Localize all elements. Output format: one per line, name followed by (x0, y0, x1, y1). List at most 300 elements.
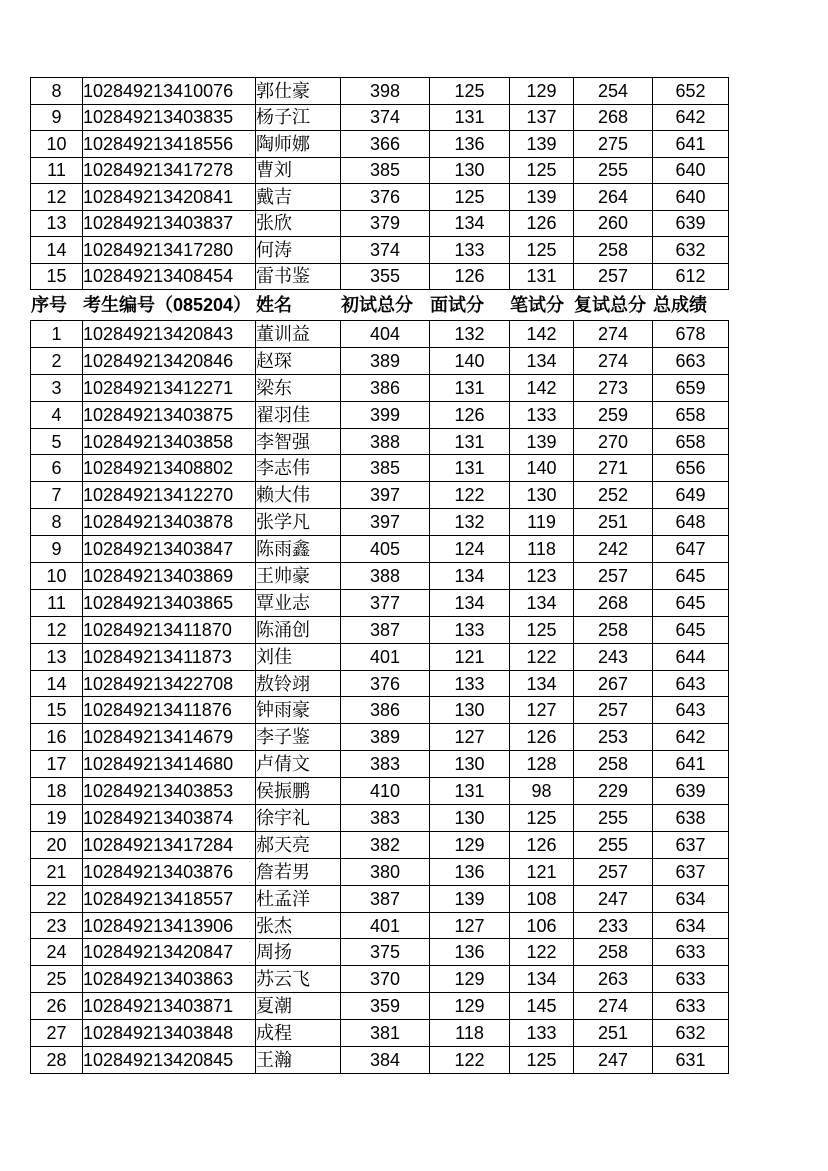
cell-total-score: 641 (653, 751, 729, 778)
cell-initial-score: 387 (341, 885, 430, 912)
table-row (31, 509, 729, 536)
cell-written-score: 133 (510, 1020, 574, 1047)
cell-no: 20 (31, 831, 83, 858)
cell-initial-score: 389 (341, 724, 430, 751)
cell-interview-score: 127 (430, 724, 510, 751)
table-row (31, 778, 729, 805)
cell-initial-score: 385 (341, 455, 430, 482)
column-header-name: 姓名 (256, 295, 292, 315)
cell-initial-score: 397 (341, 482, 430, 509)
cell-written-score: 121 (510, 858, 574, 885)
cell-name: 李志伟 (256, 455, 341, 482)
cell-written-score: 129 (510, 78, 574, 105)
cell-retest-score: 260 (574, 210, 653, 237)
cell-total-score: 643 (653, 670, 729, 697)
cell-written-score: 134 (510, 347, 574, 374)
cell-total-score: 633 (653, 939, 729, 966)
cell-retest-score: 251 (574, 1020, 653, 1047)
cell-candidate-id: 102849213420843 (83, 321, 256, 348)
cell-written-score: 134 (510, 966, 574, 993)
cell-interview-score: 134 (430, 210, 510, 237)
cell-initial-score: 387 (341, 616, 430, 643)
cell-initial-score: 383 (341, 751, 430, 778)
cell-no: 28 (31, 1047, 83, 1074)
cell-interview-score: 136 (430, 939, 510, 966)
cell-written-score: 145 (510, 993, 574, 1020)
cell-initial-score: 376 (341, 184, 430, 211)
table-row (31, 1020, 729, 1047)
cell-written-score: 134 (510, 670, 574, 697)
table-row (31, 157, 729, 184)
cell-name: 敖铃翊 (256, 670, 341, 697)
cell-name: 侯振鹏 (256, 778, 341, 805)
cell-no: 2 (31, 347, 83, 374)
cell-no: 26 (31, 993, 83, 1020)
cell-name: 曹刘 (256, 157, 341, 184)
table-row (31, 210, 729, 237)
cell-retest-score: 247 (574, 885, 653, 912)
cell-written-score: 137 (510, 104, 574, 131)
cell-total-score: 648 (653, 509, 729, 536)
cell-no: 8 (31, 509, 83, 536)
cell-initial-score: 399 (341, 401, 430, 428)
cell-no: 25 (31, 966, 83, 993)
cell-name: 成程 (256, 1020, 341, 1047)
cell-candidate-id: 102849213403869 (83, 563, 256, 590)
cell-initial-score: 370 (341, 966, 430, 993)
cell-interview-score: 131 (430, 104, 510, 131)
cell-no: 6 (31, 455, 83, 482)
cell-written-score: 142 (510, 321, 574, 348)
cell-written-score: 119 (510, 509, 574, 536)
cell-retest-score: 274 (574, 321, 653, 348)
cell-interview-score: 139 (430, 885, 510, 912)
cell-total-score: 632 (653, 237, 729, 264)
cell-retest-score: 274 (574, 347, 653, 374)
column-header-total-score: 总成绩 (653, 295, 707, 315)
cell-initial-score: 388 (341, 428, 430, 455)
cell-initial-score: 366 (341, 131, 430, 158)
cell-initial-score: 355 (341, 263, 430, 290)
table-row (31, 237, 729, 264)
cell-candidate-id: 102849213412270 (83, 482, 256, 509)
cell-interview-score: 130 (430, 751, 510, 778)
cell-interview-score: 122 (430, 1047, 510, 1074)
cell-written-score: 134 (510, 589, 574, 616)
cell-total-score: 639 (653, 210, 729, 237)
cell-retest-score: 275 (574, 131, 653, 158)
cell-written-score: 125 (510, 237, 574, 264)
table-row (31, 993, 729, 1020)
table-row (31, 912, 729, 939)
cell-total-score: 663 (653, 347, 729, 374)
table-row (31, 401, 729, 428)
cell-candidate-id: 102849213420846 (83, 347, 256, 374)
cell-retest-score: 264 (574, 184, 653, 211)
cell-candidate-id: 102849213418556 (83, 131, 256, 158)
cell-written-score: 125 (510, 805, 574, 832)
cell-candidate-id: 102849213403858 (83, 428, 256, 455)
cell-no: 12 (31, 184, 83, 211)
cell-total-score: 678 (653, 321, 729, 348)
cell-written-score: 98 (510, 778, 574, 805)
cell-initial-score: 375 (341, 939, 430, 966)
cell-interview-score: 132 (430, 509, 510, 536)
cell-written-score: 123 (510, 563, 574, 590)
cell-written-score: 126 (510, 831, 574, 858)
cell-candidate-id: 102849213420847 (83, 939, 256, 966)
table-row (31, 724, 729, 751)
column-header-interview-score: 面试分 (430, 295, 484, 315)
cell-retest-score: 263 (574, 966, 653, 993)
cell-initial-score: 377 (341, 589, 430, 616)
cell-name: 王帅豪 (256, 563, 341, 590)
cell-initial-score: 389 (341, 347, 430, 374)
cell-retest-score: 252 (574, 482, 653, 509)
cell-written-score: 125 (510, 1047, 574, 1074)
cell-candidate-id: 102849213403878 (83, 509, 256, 536)
table-row (31, 563, 729, 590)
cell-name: 陈涌创 (256, 616, 341, 643)
cell-initial-score: 386 (341, 374, 430, 401)
table-row (31, 885, 729, 912)
cell-no: 24 (31, 939, 83, 966)
cell-total-score: 632 (653, 1020, 729, 1047)
cell-written-score: 130 (510, 482, 574, 509)
cell-written-score: 139 (510, 184, 574, 211)
cell-initial-score: 374 (341, 237, 430, 264)
cell-initial-score: 385 (341, 157, 430, 184)
cell-candidate-id: 102849213414680 (83, 751, 256, 778)
cell-written-score: 125 (510, 616, 574, 643)
cell-name: 杜孟洋 (256, 885, 341, 912)
table-row (31, 1047, 729, 1074)
cell-interview-score: 129 (430, 966, 510, 993)
cell-interview-score: 127 (430, 912, 510, 939)
table-row (31, 697, 729, 724)
cell-initial-score: 381 (341, 1020, 430, 1047)
cell-total-score: 652 (653, 78, 729, 105)
cell-total-score: 634 (653, 885, 729, 912)
cell-interview-score: 121 (430, 643, 510, 670)
score-table-main-section (30, 320, 729, 1074)
table-row (31, 428, 729, 455)
cell-written-score: 142 (510, 374, 574, 401)
cell-candidate-id: 102849213403847 (83, 536, 256, 563)
table-row (31, 536, 729, 563)
cell-written-score: 139 (510, 428, 574, 455)
cell-no: 11 (31, 589, 83, 616)
cell-no: 23 (31, 912, 83, 939)
table-row (31, 455, 729, 482)
cell-retest-score: 254 (574, 78, 653, 105)
cell-no: 10 (31, 131, 83, 158)
cell-total-score: 643 (653, 697, 729, 724)
cell-candidate-id: 102849213417280 (83, 237, 256, 264)
cell-no: 16 (31, 724, 83, 751)
cell-name: 赖大伟 (256, 482, 341, 509)
cell-candidate-id: 102849213403848 (83, 1020, 256, 1047)
cell-total-score: 659 (653, 374, 729, 401)
table-row (31, 184, 729, 211)
cell-interview-score: 134 (430, 563, 510, 590)
column-header-candidate-id: 考生编号（085204） (83, 295, 252, 315)
column-header-no: 序号 (31, 295, 67, 315)
cell-interview-score: 131 (430, 374, 510, 401)
cell-retest-score: 257 (574, 858, 653, 885)
table-row (31, 805, 729, 832)
cell-no: 22 (31, 885, 83, 912)
cell-candidate-id: 102849213403853 (83, 778, 256, 805)
cell-candidate-id: 102849213420841 (83, 184, 256, 211)
column-header-initial-score: 初试总分 (341, 295, 413, 315)
cell-retest-score: 255 (574, 157, 653, 184)
cell-initial-score: 374 (341, 104, 430, 131)
cell-retest-score: 258 (574, 751, 653, 778)
cell-total-score: 658 (653, 401, 729, 428)
cell-candidate-id: 102849213408454 (83, 263, 256, 290)
cell-no: 10 (31, 563, 83, 590)
cell-no: 9 (31, 104, 83, 131)
cell-retest-score: 268 (574, 589, 653, 616)
cell-written-score: 133 (510, 401, 574, 428)
cell-name: 郭仕豪 (256, 78, 341, 105)
cell-total-score: 633 (653, 966, 729, 993)
cell-candidate-id: 102849213413906 (83, 912, 256, 939)
table-row (31, 939, 729, 966)
table-header-row (30, 290, 728, 320)
cell-name: 杨子江 (256, 104, 341, 131)
cell-no: 3 (31, 374, 83, 401)
cell-initial-score: 376 (341, 670, 430, 697)
table-row (31, 751, 729, 778)
cell-initial-score: 383 (341, 805, 430, 832)
cell-initial-score: 410 (341, 778, 430, 805)
cell-name: 李子鉴 (256, 724, 341, 751)
cell-name: 刘佳 (256, 643, 341, 670)
cell-candidate-id: 102849213403835 (83, 104, 256, 131)
cell-retest-score: 229 (574, 778, 653, 805)
cell-interview-score: 134 (430, 589, 510, 616)
cell-total-score: 641 (653, 131, 729, 158)
cell-name: 詹若男 (256, 858, 341, 885)
cell-retest-score: 257 (574, 697, 653, 724)
cell-name: 夏潮 (256, 993, 341, 1020)
cell-no: 27 (31, 1020, 83, 1047)
cell-written-score: 139 (510, 131, 574, 158)
cell-candidate-id: 102849213403875 (83, 401, 256, 428)
table-row (31, 966, 729, 993)
cell-total-score: 634 (653, 912, 729, 939)
cell-total-score: 640 (653, 184, 729, 211)
cell-candidate-id: 102849213403871 (83, 993, 256, 1020)
cell-retest-score: 251 (574, 509, 653, 536)
cell-interview-score: 133 (430, 670, 510, 697)
cell-retest-score: 273 (574, 374, 653, 401)
table-row (31, 858, 729, 885)
cell-no: 18 (31, 778, 83, 805)
column-header-retest-score: 复试总分 (574, 295, 646, 315)
cell-no: 19 (31, 805, 83, 832)
cell-candidate-id: 102849213418557 (83, 885, 256, 912)
cell-candidate-id: 102849213403876 (83, 858, 256, 885)
cell-total-score: 638 (653, 805, 729, 832)
cell-initial-score: 380 (341, 858, 430, 885)
cell-no: 12 (31, 616, 83, 643)
cell-no: 15 (31, 263, 83, 290)
cell-retest-score: 257 (574, 563, 653, 590)
cell-total-score: 647 (653, 536, 729, 563)
cell-name: 陈雨鑫 (256, 536, 341, 563)
cell-total-score: 642 (653, 104, 729, 131)
cell-total-score: 633 (653, 993, 729, 1020)
cell-total-score: 645 (653, 589, 729, 616)
table-row (31, 589, 729, 616)
table-row (31, 643, 729, 670)
cell-initial-score: 404 (341, 321, 430, 348)
cell-candidate-id: 102849213403863 (83, 966, 256, 993)
cell-retest-score: 233 (574, 912, 653, 939)
cell-interview-score: 126 (430, 263, 510, 290)
cell-interview-score: 133 (430, 616, 510, 643)
cell-written-score: 106 (510, 912, 574, 939)
cell-retest-score: 253 (574, 724, 653, 751)
cell-name: 何涛 (256, 237, 341, 264)
cell-retest-score: 243 (574, 643, 653, 670)
cell-name: 李智强 (256, 428, 341, 455)
cell-retest-score: 257 (574, 263, 653, 290)
cell-no: 11 (31, 157, 83, 184)
cell-interview-score: 130 (430, 805, 510, 832)
cell-initial-score: 382 (341, 831, 430, 858)
cell-candidate-id: 102849213414679 (83, 724, 256, 751)
cell-total-score: 645 (653, 563, 729, 590)
cell-retest-score: 258 (574, 616, 653, 643)
cell-no: 9 (31, 536, 83, 563)
table-row (31, 670, 729, 697)
cell-interview-score: 132 (430, 321, 510, 348)
cell-candidate-id: 102849213417278 (83, 157, 256, 184)
cell-name: 徐宇礼 (256, 805, 341, 832)
table-row (31, 347, 729, 374)
cell-name: 王瀚 (256, 1047, 341, 1074)
cell-interview-score: 125 (430, 184, 510, 211)
table-row (31, 131, 729, 158)
cell-candidate-id: 102849213422708 (83, 670, 256, 697)
cell-name: 郝天亮 (256, 831, 341, 858)
cell-name: 周扬 (256, 939, 341, 966)
cell-total-score: 637 (653, 831, 729, 858)
cell-name: 赵琛 (256, 347, 341, 374)
cell-interview-score: 129 (430, 831, 510, 858)
cell-retest-score: 274 (574, 993, 653, 1020)
cell-total-score: 644 (653, 643, 729, 670)
cell-written-score: 127 (510, 697, 574, 724)
cell-no: 8 (31, 78, 83, 105)
cell-interview-score: 124 (430, 536, 510, 563)
cell-written-score: 128 (510, 751, 574, 778)
cell-interview-score: 131 (430, 428, 510, 455)
table-row (31, 482, 729, 509)
table-row (31, 263, 729, 290)
column-header-written-score: 笔试分 (510, 295, 564, 315)
cell-total-score: 631 (653, 1047, 729, 1074)
cell-candidate-id: 102849213411876 (83, 697, 256, 724)
cell-candidate-id: 102849213403874 (83, 805, 256, 832)
cell-no: 1 (31, 321, 83, 348)
cell-name: 董训益 (256, 321, 341, 348)
cell-candidate-id: 102849213420845 (83, 1047, 256, 1074)
cell-interview-score: 136 (430, 858, 510, 885)
cell-total-score: 637 (653, 858, 729, 885)
cell-retest-score: 270 (574, 428, 653, 455)
cell-written-score: 125 (510, 157, 574, 184)
cell-written-score: 140 (510, 455, 574, 482)
cell-initial-score: 388 (341, 563, 430, 590)
cell-name: 翟羽佳 (256, 401, 341, 428)
cell-candidate-id: 102849213403837 (83, 210, 256, 237)
cell-name: 戴吉 (256, 184, 341, 211)
cell-retest-score: 267 (574, 670, 653, 697)
cell-initial-score: 379 (341, 210, 430, 237)
cell-no: 14 (31, 237, 83, 264)
cell-name: 陶师娜 (256, 131, 341, 158)
cell-retest-score: 258 (574, 939, 653, 966)
cell-total-score: 649 (653, 482, 729, 509)
cell-initial-score: 398 (341, 78, 430, 105)
cell-candidate-id: 102849213408802 (83, 455, 256, 482)
cell-written-score: 131 (510, 263, 574, 290)
cell-interview-score: 129 (430, 993, 510, 1020)
cell-retest-score: 242 (574, 536, 653, 563)
cell-candidate-id: 102849213403865 (83, 589, 256, 616)
cell-interview-score: 131 (430, 778, 510, 805)
cell-interview-score: 122 (430, 482, 510, 509)
score-table-top-section (30, 77, 729, 290)
cell-written-score: 108 (510, 885, 574, 912)
cell-written-score: 126 (510, 724, 574, 751)
cell-candidate-id: 102849213411873 (83, 643, 256, 670)
cell-interview-score: 126 (430, 401, 510, 428)
cell-retest-score: 255 (574, 831, 653, 858)
cell-interview-score: 133 (430, 237, 510, 264)
cell-no: 7 (31, 482, 83, 509)
cell-no: 4 (31, 401, 83, 428)
cell-no: 14 (31, 670, 83, 697)
cell-interview-score: 118 (430, 1020, 510, 1047)
cell-initial-score: 405 (341, 536, 430, 563)
cell-name: 钟雨豪 (256, 697, 341, 724)
cell-name: 张杰 (256, 912, 341, 939)
cell-name: 梁东 (256, 374, 341, 401)
table-row (31, 616, 729, 643)
cell-candidate-id: 102849213411870 (83, 616, 256, 643)
cell-name: 覃业志 (256, 589, 341, 616)
table-row (31, 104, 729, 131)
cell-initial-score: 359 (341, 993, 430, 1020)
table-row (31, 831, 729, 858)
cell-total-score: 639 (653, 778, 729, 805)
cell-candidate-id: 102849213410076 (83, 78, 256, 105)
cell-interview-score: 130 (430, 697, 510, 724)
cell-interview-score: 140 (430, 347, 510, 374)
cell-interview-score: 131 (430, 455, 510, 482)
cell-total-score: 658 (653, 428, 729, 455)
cell-total-score: 656 (653, 455, 729, 482)
cell-no: 5 (31, 428, 83, 455)
cell-no: 13 (31, 643, 83, 670)
cell-written-score: 118 (510, 536, 574, 563)
